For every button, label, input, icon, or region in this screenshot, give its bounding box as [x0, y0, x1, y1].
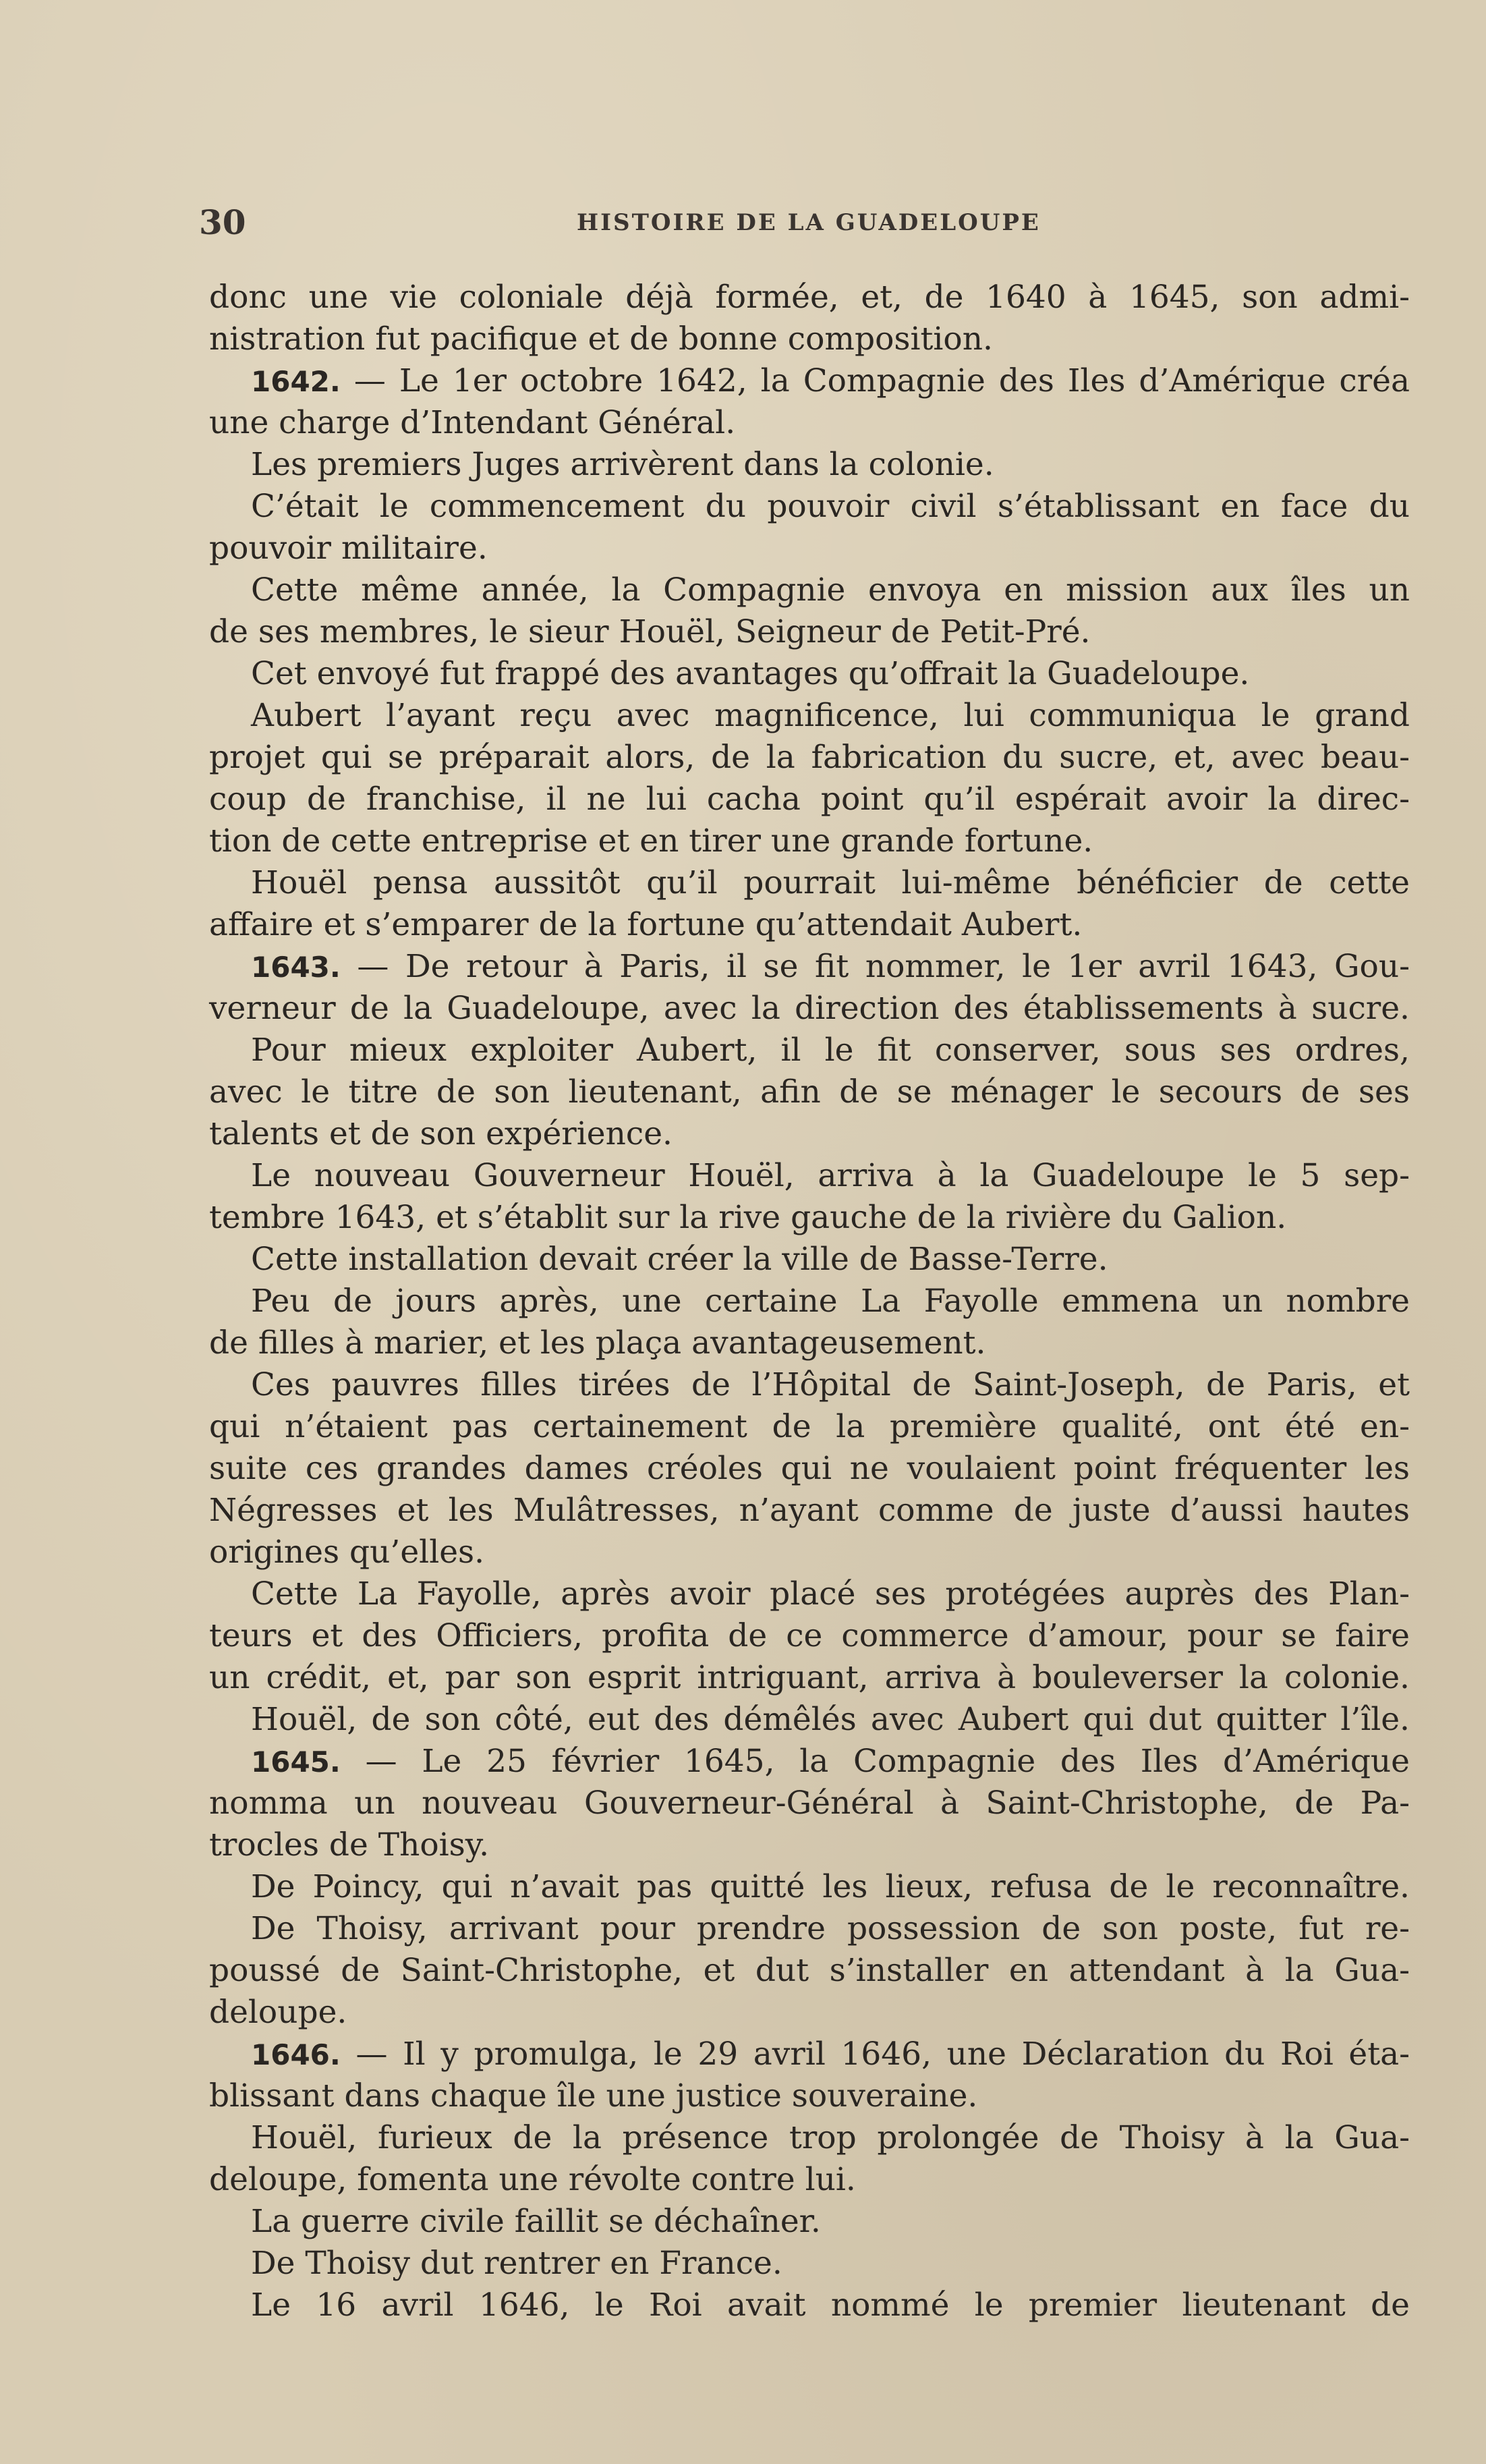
text-line [209, 1699, 1410, 1741]
text-line [209, 1657, 1410, 1699]
page-number: 30 [199, 202, 246, 242]
text-line [209, 1783, 1410, 1824]
line-text: — Le 1er octobre 1642, la Compagnie des Iles d’Amérique créa [340, 362, 1410, 399]
text-line [209, 1741, 1410, 1783]
text-line [209, 904, 1410, 946]
line-text: Cette même année, la Compagnie envoya en mission aux îles un [251, 571, 1410, 609]
text-line [209, 2117, 1410, 2159]
text-line [209, 1950, 1410, 1992]
line-text: Négresses et les Mulâtresses, n’ayant comme de juste d’aussi hautes [209, 1492, 1410, 1529]
text-line [209, 1239, 1410, 1281]
line-text: une charge d’Intendant Général. [209, 404, 736, 441]
body-text [209, 277, 1410, 2326]
line-text: avec le titre de son lieutenant, afin de se ménager le secours de ses [209, 1073, 1410, 1111]
line-text: talents et de son expérience. [209, 1115, 673, 1152]
line-text: Le nouveau Gouverneur Houël, arriva à la Guadeloupe le 5 sep- [251, 1157, 1410, 1194]
text-line [209, 528, 1410, 569]
text-line [209, 444, 1410, 486]
line-text: tion de cette entreprise et en tirer une grande fortune. [209, 822, 1093, 860]
text-line [209, 486, 1410, 528]
line-text: qui n’étaient pas certainement de la première qualité, ont été en- [209, 1408, 1410, 1445]
text-line [209, 653, 1410, 695]
line-text: nomma un nouveau Gouverneur-Général à Saint-Christophe, de Pa- [209, 1785, 1410, 1822]
text-line [209, 1908, 1410, 1950]
line-text: affaire et s’emparer de la fortune qu’attendait Aubert. [209, 906, 1083, 943]
text-line [209, 1992, 1410, 2034]
line-text: Houël pensa aussitôt qu’il pourrait lui-même bénéficier de cette [251, 864, 1410, 901]
line-text: de filles à marier, et les plaça avantageusement. [209, 1324, 986, 1362]
line-text: poussé de Saint-Christophe, et dut s’installer en attendant à la Gua- [209, 1952, 1410, 1989]
line-text: Houël, furieux de la présence trop prolongée de Thoisy à la Gua- [251, 2119, 1410, 2156]
line-text: Peu de jours après, une certaine La Fayolle emmena un nombre [251, 1283, 1410, 1320]
line-text: Ces pauvres filles tirées de l’Hôpital de Saint-Joseph, de Paris, et [251, 1366, 1410, 1403]
running-head [199, 202, 1413, 243]
line-text: Pour mieux exploiter Aubert, il le fit conserver, sous ses ordres, [251, 1032, 1410, 1069]
text-line [209, 2201, 1410, 2243]
text-line [209, 277, 1410, 318]
text-line [209, 2243, 1410, 2285]
line-text: Cette La Fayolle, après avoir placé ses protégées auprès des Plan- [251, 1575, 1410, 1613]
line-text: projet qui se préparait alors, de la fabrication du sucre, et, avec beau- [209, 739, 1410, 776]
text-line [209, 820, 1410, 862]
year-marker: 1642. [251, 365, 341, 398]
text-line [209, 1071, 1410, 1113]
year-marker: 1643. [251, 951, 341, 984]
line-text: suite ces grandes dames créoles qui ne voulaient point fréquenter les [209, 1450, 1410, 1487]
line-text: trocles de Thoisy. [209, 1826, 490, 1864]
line-text: Cette installation devait créer la ville de Basse-Terre. [251, 1241, 1108, 1278]
line-text: teurs et des Officiers, profita de ce commerce d’amour, pour se faire [209, 1617, 1410, 1654]
line-text: donc une vie coloniale déjà formée, et, de 1640 à 1645, son admi- [209, 279, 1410, 316]
line-text: Les premiers Juges arrivèrent dans la colonie. [251, 446, 994, 483]
text-line [209, 946, 1410, 988]
line-text: Cet envoyé fut frappé des avantages qu’offrait la Guadeloupe. [251, 655, 1250, 692]
text-line [209, 360, 1410, 402]
line-text: blissant dans chaque île une justice souveraine. [209, 2077, 978, 2115]
text-line [209, 1573, 1410, 1615]
line-text: Aubert l’ayant reçu avec magnificence, lui communiqua le grand [251, 697, 1410, 734]
line-text: deloupe. [209, 1994, 347, 2031]
text-line [209, 569, 1410, 611]
line-text: coup de franchise, il ne lui cacha point qu’il espérait avoir la direc- [209, 781, 1410, 818]
line-text: un crédit, et, par son esprit intriguant, arriva à bouleverser la colonie. [209, 1659, 1410, 1696]
text-line [209, 2285, 1410, 2326]
line-text: De Thoisy dut rentrer en France. [251, 2245, 782, 2282]
line-text: Houël, de son côté, eut des démêlés avec Aubert qui dut quitter l’île. [251, 1701, 1410, 1738]
text-line [209, 1532, 1410, 1573]
text-line [209, 1197, 1410, 1239]
line-text: de ses membres, le sieur Houël, Seigneur de Petit-Pré. [209, 613, 1091, 650]
text-line [209, 1113, 1410, 1155]
text-line [209, 2034, 1410, 2075]
text-line [209, 2075, 1410, 2117]
text-line [209, 1448, 1410, 1490]
line-text: La guerre civile faillit se déchaîner. [251, 2203, 821, 2240]
text-line [209, 1030, 1410, 1071]
text-line [209, 737, 1410, 779]
text-line [209, 1281, 1410, 1322]
line-text: — De retour à Paris, il se fit nommer, le 1er avril 1643, Gou- [340, 948, 1410, 985]
line-text: deloupe, fomenta une révolte contre lui. [209, 2161, 856, 2198]
text-line [209, 695, 1410, 737]
text-line [209, 2159, 1410, 2201]
text-line [209, 402, 1410, 444]
line-text: C’était le commencement du pouvoir civil s’établissant en face du [251, 488, 1410, 525]
text-line [209, 611, 1410, 653]
text-line [209, 1406, 1410, 1448]
year-marker: 1645. [251, 1745, 341, 1779]
running-title: HISTOIRE DE LA GUADELOUPE [577, 209, 1041, 236]
line-text: — Le 25 février 1645, la Compagnie des Iles d’Amérique [340, 1743, 1410, 1780]
text-line [209, 1490, 1410, 1532]
text-line [209, 1155, 1410, 1197]
text-line [209, 862, 1410, 904]
line-text: De Thoisy, arrivant pour prendre possession de son poste, fut re- [251, 1910, 1410, 1947]
text-line [209, 318, 1410, 360]
line-text: — Il y promulga, le 29 avril 1646, une Déclaration du Roi éta- [340, 2036, 1410, 2073]
text-line [209, 1824, 1410, 1866]
line-text: Le 16 avril 1646, le Roi avait nommé le premier lieutenant de [251, 2287, 1410, 2324]
year-marker: 1646. [251, 2038, 341, 2071]
line-text: pouvoir militaire. [209, 530, 488, 567]
text-line [209, 1866, 1410, 1908]
text-line [209, 1615, 1410, 1657]
line-text: verneur de la Guadeloupe, avec la direction des établissements à sucre. [209, 990, 1410, 1027]
text-line [209, 779, 1410, 820]
line-text: De Poincy, qui n’avait pas quitté les lieux, refusa de le reconnaître. [251, 1868, 1410, 1905]
line-text: origines qu’elles. [209, 1534, 485, 1571]
text-line [209, 1364, 1410, 1406]
line-text: nistration fut pacifique et de bonne composition. [209, 320, 993, 358]
text-line [209, 1322, 1410, 1364]
text-line [209, 988, 1410, 1030]
line-text: tembre 1643, et s’établit sur la rive gauche de la rivière du Galion. [209, 1199, 1287, 1236]
